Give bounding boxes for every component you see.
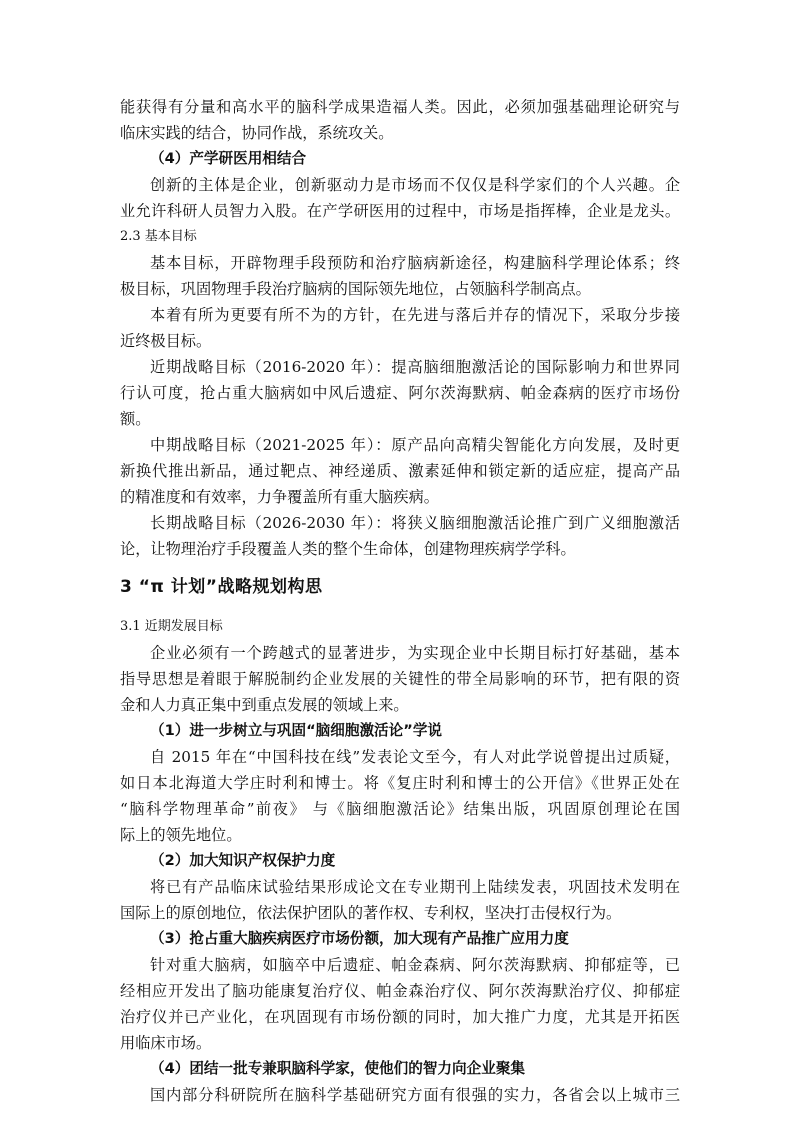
paragraph-line: 中期战略目标（2021-2025 年）：原产品向高精尖智能化方向发展，及时更 bbox=[150, 436, 680, 454]
paragraph-line: 极目标，巩固物理手段治疗脑病的国际领先地位，占领脑科学制高点。 bbox=[120, 280, 591, 298]
paragraph-line: 用临床市场。 bbox=[120, 1034, 212, 1052]
paragraph-line: 创新的主体是企业，创新驱动力是市场而不仅仅是科学家们的个人兴趣。企 bbox=[150, 176, 680, 194]
paragraph-line: 临床实践的结合，协同作战，系统攻关。 bbox=[120, 124, 394, 142]
paragraph-line: 金和人力真正集中到重点发展的领域上来。 bbox=[120, 696, 409, 714]
paragraph-line: 际上的领先地位。 bbox=[120, 826, 242, 844]
chapter-heading-3: 3 “π 计划”战略规划构思 bbox=[120, 577, 323, 597]
paragraph-line: 基本目标，开辟物理手段预防和治疗脑病新途径，构建脑科学理论体系；终 bbox=[150, 254, 680, 272]
paragraph-line: 治疗仪并已产业化，在巩固现有市场份额的同时，加大推广力度，尤其是开拓医 bbox=[120, 1008, 680, 1026]
subheading-4b: （4）团结一批专兼职脑科学家，使他们的智力向企业聚集 bbox=[150, 1060, 526, 1077]
paragraph-line: 行认可度，抢占重大脑病如中风后遗症、阿尔茨海默病、帕金森病的医疗市场份 bbox=[120, 384, 680, 402]
paragraph-line: 指导思想是着眼于解脱制约企业发展的关键性的带全局影响的环节，把有限的资 bbox=[120, 670, 680, 688]
paragraph-line: 经相应开发出了脑功能康复治疗仪、帕金森治疗仪、阿尔茨海默治疗仪、抑郁症 bbox=[120, 982, 680, 1000]
subheading-2: （2）加大知识产权保护力度 bbox=[150, 852, 336, 869]
paragraph-line: 国内部分科研院所在脑科学基础研究方面有很强的实力，各省会以上城市三 bbox=[150, 1086, 680, 1104]
paragraph-line: “脑科学物理革命”前夜》 与《脑细胞激活论》结集出版，巩固原创理论在国 bbox=[120, 800, 680, 818]
subheading-1: （1）进一步树立与巩固“脑细胞激活论”学说 bbox=[150, 722, 443, 739]
section-heading-3-1: 3.1 近期发展目标 bbox=[120, 619, 223, 634]
paragraph-line: 国际上的原创地位，依法保护团队的著作权、专利权，坚决打击侵权行为。 bbox=[120, 904, 622, 922]
subheading-4: （4）产学研医用相结合 bbox=[150, 150, 307, 167]
paragraph-line: 业允许科研人员智力入股。在产学研医用的过程中，市场是指挥棒，企业是龙头。 bbox=[120, 202, 680, 220]
paragraph-line: 的精准度和有效率，力争覆盖所有重大脑疾病。 bbox=[120, 488, 439, 506]
paragraph-line: 近期战略目标（2016-2020 年）：提高脑细胞激活论的国际影响力和世界同 bbox=[150, 358, 680, 376]
paragraph-line: 论，让物理治疗手段覆盖人类的整个生命体，创建物理疾病学学科。 bbox=[120, 540, 576, 558]
subheading-3: （3）抢占重大脑疾病医疗市场份额，加大现有产品推广应用力度 bbox=[150, 930, 569, 947]
paragraph-line: 新换代推出新品，通过靶点、神经递质、激素延伸和锁定新的适应症，提高产品 bbox=[120, 462, 680, 480]
section-heading-2-3: 2.3 基本目标 bbox=[120, 229, 197, 244]
paragraph-line: 额。 bbox=[120, 410, 151, 428]
paragraph-line: 能获得有分量和高水平的脑科学成果造福人类。因此，必须加强基础理论研究与 bbox=[120, 98, 680, 116]
paragraph-line: 将已有产品临床试验结果形成论文在专业期刊上陆续发表，巩固技术发明在 bbox=[150, 878, 680, 896]
paragraph-line: 如日本北海道大学庄时利和博士。将《复庄时利和博士的公开信》《世界正处在 bbox=[120, 774, 680, 792]
paragraph-line: 针对重大脑病，如脑卒中后遗症、帕金森病、阿尔茨海默病、抑郁症等，已 bbox=[150, 956, 680, 974]
paragraph-line: 长期战略目标（2026-2030 年）：将狭义脑细胞激活论推广到广义细胞激活 bbox=[150, 514, 680, 532]
paragraph-line: 企业必须有一个跨越式的显著进步，为实现企业中长期目标打好基础，基本 bbox=[150, 644, 680, 662]
paragraph-line: 近终极目标。 bbox=[120, 332, 212, 350]
paragraph-line: 自 2015 年在“中国科技在线”发表论文至今，有人对此学说曾提出过质疑， bbox=[150, 748, 680, 766]
paragraph-line: 本着有所为更要有所不为的方针，在先进与落后并存的情况下，采取分步接 bbox=[150, 306, 680, 324]
